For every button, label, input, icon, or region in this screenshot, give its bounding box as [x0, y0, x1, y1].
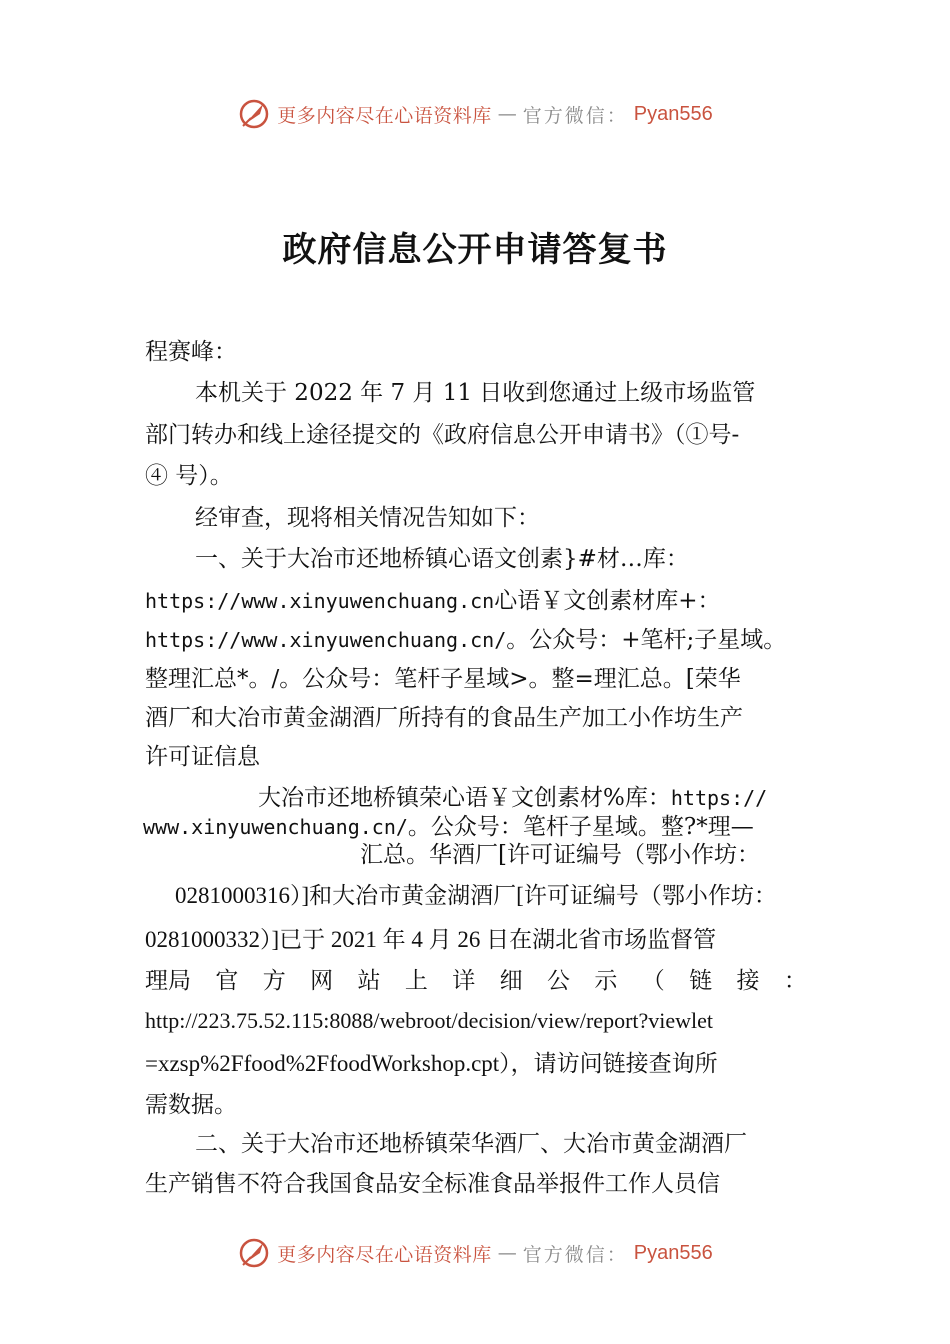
inline-text: 。公众号：+笔杆;子星域。 [506, 627, 787, 653]
watermark-header [0, 96, 950, 132]
section-1-line-1: 一、关于大冶市还地桥镇心语文创素}#材…库： [195, 546, 689, 572]
watermark-official: 官方微信： [522, 1243, 628, 1266]
paragraph-1-line-3: ④ 号）。 [145, 463, 233, 489]
word: 示 [594, 968, 618, 994]
word: 网 [310, 968, 334, 994]
url-text: https://www.xinyuwenchuang.cn [145, 589, 495, 613]
license-line-6: 需数据。 [145, 1092, 237, 1118]
watermark-text: 更多内容尽在心语资料库 [277, 1243, 492, 1266]
watermark-official: 官方微信： [522, 104, 628, 127]
inline-text: 大冶市还地桥镇荣心语￥文创素材%库： [258, 785, 671, 811]
salutation: 程赛峰： [145, 339, 237, 365]
inline-text: 心语￥文创素材库+： [494, 588, 721, 614]
section-1-line-3 [145, 626, 786, 654]
section-2-line-2: 生产销售不符合我国食品安全标准食品举报件工作人员信 [145, 1171, 720, 1197]
section-1-line-5: 酒厂和大冶市黄金湖酒厂所持有的食品生产加工小作坊生产 [145, 705, 743, 731]
url-text: https://www.xinyuwenchuang.cn/ [145, 628, 507, 652]
word: 官 [215, 968, 239, 994]
word: 方 [262, 968, 286, 994]
word: （ [641, 968, 665, 994]
quill-logo-icon [237, 97, 271, 131]
license-line-5: =xzsp%2Ffood%2FfoodWorkshop.cpt），请访问链接查询所 [145, 1051, 718, 1076]
quill-logo-icon [237, 1236, 271, 1270]
url-text: https:// [670, 786, 768, 810]
watermark-text: 更多内容尽在心语资料库 [277, 104, 492, 127]
quoted-line-3: 汇总。华酒厂[许可证编号（鄂小作坊： [360, 842, 760, 868]
watermark-separator: — [497, 103, 517, 125]
quoted-line-1 [258, 784, 767, 812]
section-2-line-1: 二、关于大冶市还地桥镇荣华酒厂、大冶市黄金湖酒厂 [195, 1131, 747, 1157]
word: 公 [547, 968, 570, 994]
license-line-2: 0281000332）]已于 2021 年 4 月 26 日在湖北省市场监督管 [145, 927, 717, 952]
word: 链 [689, 968, 713, 994]
document-title: 政府信息公开申请答复书 [282, 230, 668, 270]
section-1-line-2 [145, 587, 720, 615]
url-text: www.xinyuwenchuang.cn/ [143, 815, 408, 839]
watermark-wechat-id: Pyan556 [633, 102, 713, 125]
watermark-footer [0, 1235, 950, 1271]
license-line-1: 0281000316）]和大冶市黄金湖酒厂[许可证编号（鄂小作坊： [175, 883, 777, 908]
section-1-line-4: 整理汇总*。/。公众号：笔杆子星域>。整=理汇总。[荣华 [145, 666, 741, 692]
paragraph-1-line-2: 部门转办和线上途径提交的《政府信息公开申请书》（①号- [145, 422, 740, 448]
word: 上 [404, 968, 428, 994]
watermark-separator: — [497, 1242, 517, 1264]
word: 理局 [145, 968, 191, 994]
word: ： [783, 968, 807, 994]
watermark-wechat-id: Pyan556 [633, 1241, 713, 1264]
license-line-3 [145, 967, 807, 995]
inline-text: 。公众号：笔杆子星域。整?*理— [407, 814, 754, 840]
word: 详 [452, 968, 476, 994]
report-link[interactable]: http://223.75.52.115:8088/webroot/decision/view/report?viewlet [145, 1008, 714, 1033]
word: 站 [357, 968, 381, 994]
word: 接 [736, 968, 760, 994]
section-1-line-6: 许可证信息 [145, 744, 260, 770]
paragraph-2: 经审查，现将相关情况告知如下： [195, 505, 540, 531]
word: 细 [499, 968, 523, 994]
paragraph-1-line-1: 本机关于 2022 年 7 月 11 日收到您通过上级市场监管 [195, 380, 756, 406]
quoted-line-2 [143, 813, 754, 841]
